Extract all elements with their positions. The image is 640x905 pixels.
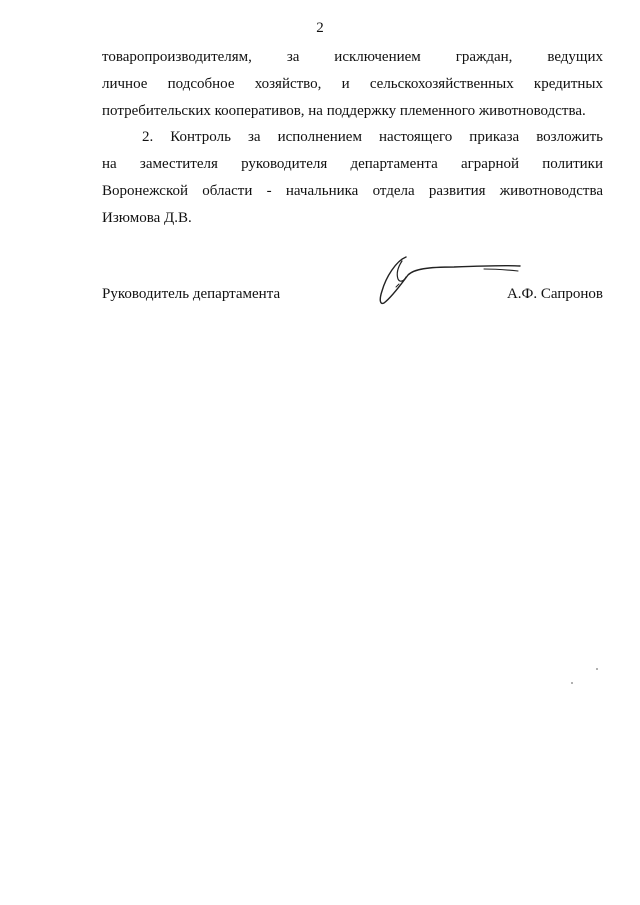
paragraph-continuation (102, 44, 603, 125)
signer-name: А.Ф. Сапронов (506, 286, 603, 302)
scan-artifact (571, 682, 573, 684)
scan-artifact (596, 668, 598, 670)
signer-title: Руководитель департамента (102, 286, 281, 302)
text-line: потребительских кооперативов, на поддержку племенного животноводства. (102, 103, 586, 119)
handwritten-signature (374, 253, 528, 309)
page-number: 2 (316, 20, 324, 36)
text-line: Изюмова Д.В. (102, 210, 192, 226)
text-line: на заместителя руководителя департамента аграрной политики (102, 156, 603, 172)
text-line: 2. Контроль за исполнением настоящего приказа возложить (142, 129, 603, 145)
text-line: личное подсобное хозяйство, и сельскохозяйственных кредитных (102, 76, 603, 92)
paragraph-control-clause (102, 124, 603, 232)
text-line: Воронежской области - начальника отдела развития животноводства (102, 183, 603, 199)
text-line: товаропроизводителям, за исключением граждан, ведущих (102, 49, 603, 65)
